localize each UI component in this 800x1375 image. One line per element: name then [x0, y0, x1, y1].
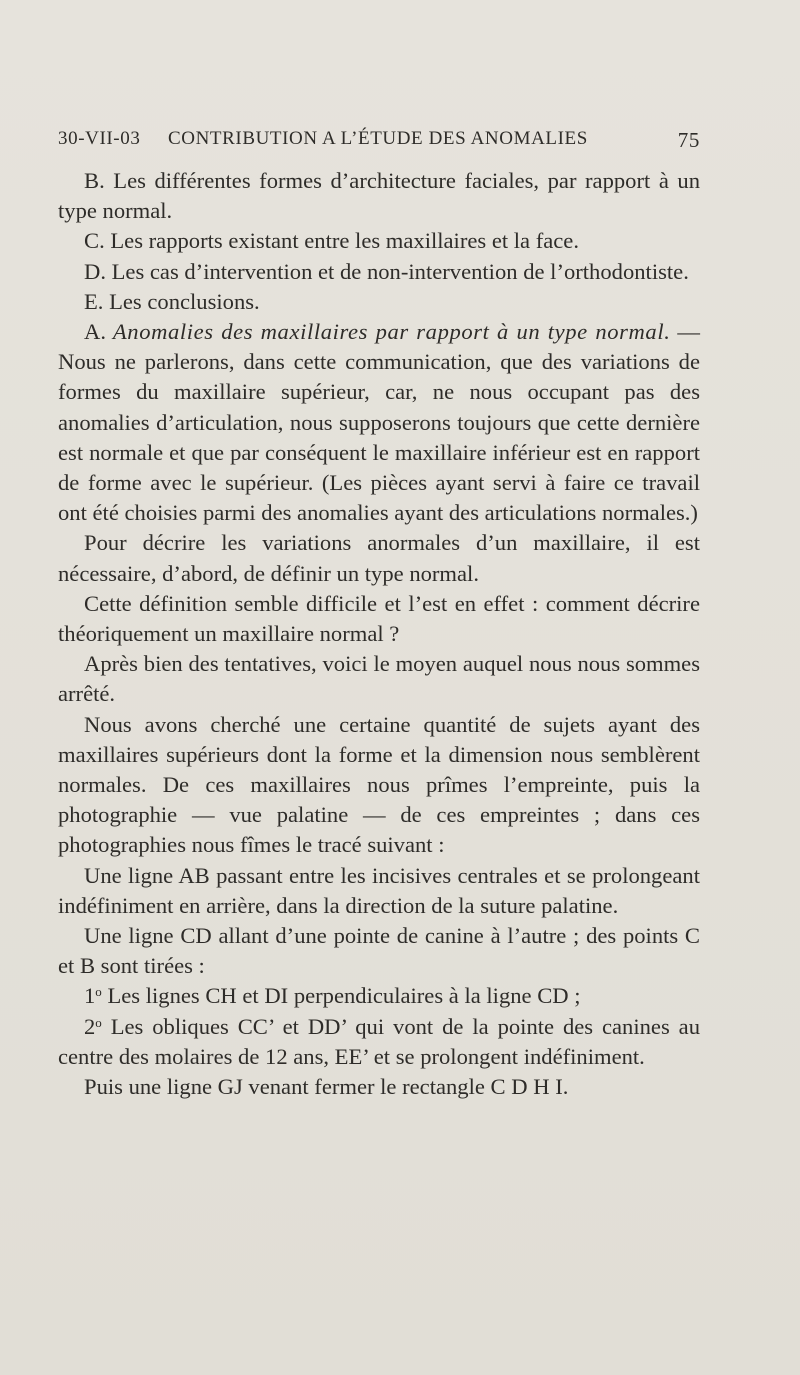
paragraph-c: C. Les rapports existant entre les maxillaires et la face. [84, 228, 579, 254]
paragraph-d: D. Les cas d’intervention et de non-intervention de l’orthodontiste. [84, 258, 689, 284]
paragraph: Nous avons cherché une certaine quantité de sujets ayant des maxillaires supérieurs dont la forme et la dimension nous semblèrent normales. De ces maxillaires nous prîmes l’empreinte, puis la photographie — vue palatine — de ces empreintes ; dans ces photographies nous fîmes le tracé suivant : [58, 711, 700, 858]
page-number: 75 [677, 128, 700, 152]
paragraph: Pour décrire les variations anormales d’un maxillaire, il est nécessaire, d’abord, de définir un type normal. [58, 530, 700, 586]
list-text: Les obliques CC’ et DD’ qui vont de la pointe des canines au centre des molaires de 12 ans, EE’ et se prolongent indéfiniment. [58, 1013, 700, 1069]
list-item-1 [58, 981, 700, 1011]
list-number: 2 [84, 1013, 96, 1039]
ordinal-mark: o [95, 1014, 102, 1030]
header-running-title: CONTRIBUTION A L’ÉTUDE DES ANOMALIES [168, 128, 588, 149]
list-item-2 [58, 1012, 700, 1072]
header-date-ref: 30-VII-03 [58, 128, 141, 149]
page-body [58, 166, 700, 1102]
paragraph-b: B. Les différentes formes d’architecture faciales, par rapport à un type normal. [58, 168, 700, 224]
paragraph-a [58, 317, 700, 528]
paragraph: Une ligne CD allant d’une pointe de canine à l’autre ; des points C et B sont tirées : [58, 923, 700, 979]
list-number: 1 [84, 983, 96, 1009]
section-text: — Nous ne parlerons, dans cette communication, que des variations de formes du maxillaire supérieur, car, ne nous occupant pas des anomalies d’articulation, nous supposerons toujours que cette dernière est normale et que par conséquent le maxillaire inférieur est en rapport de forme avec le supérieur. (Les pièces ayant servi à faire ce travail ont été choisies parmi des anomalies ayant des articulations normales.) [58, 319, 700, 526]
section-title: Anomalies des maxillaires par rapport à un type normal. [112, 319, 671, 345]
paragraph: Une ligne AB passant entre les incisives centrales et se prolongeant indéfiniment en arrière, dans la direction de la suture palatine. [58, 862, 700, 918]
paragraph-last: Puis une ligne GJ venant fermer le rectangle C D H I. [84, 1074, 569, 1100]
paragraph: Après bien des tentatives, voici le moyen auquel nous nous sommes arrêté. [58, 651, 700, 707]
list-text: Les lignes CH et DI perpendiculaires à la ligne CD ; [107, 983, 581, 1009]
paragraph: Cette définition semble difficile et l’est en effet : comment décrire théoriquement un maxillaire normal ? [58, 590, 700, 647]
running-header [58, 128, 700, 158]
paragraph-e: E. Les conclusions. [84, 288, 260, 314]
ordinal-mark: o [95, 984, 102, 1000]
section-letter: A. [84, 319, 106, 345]
